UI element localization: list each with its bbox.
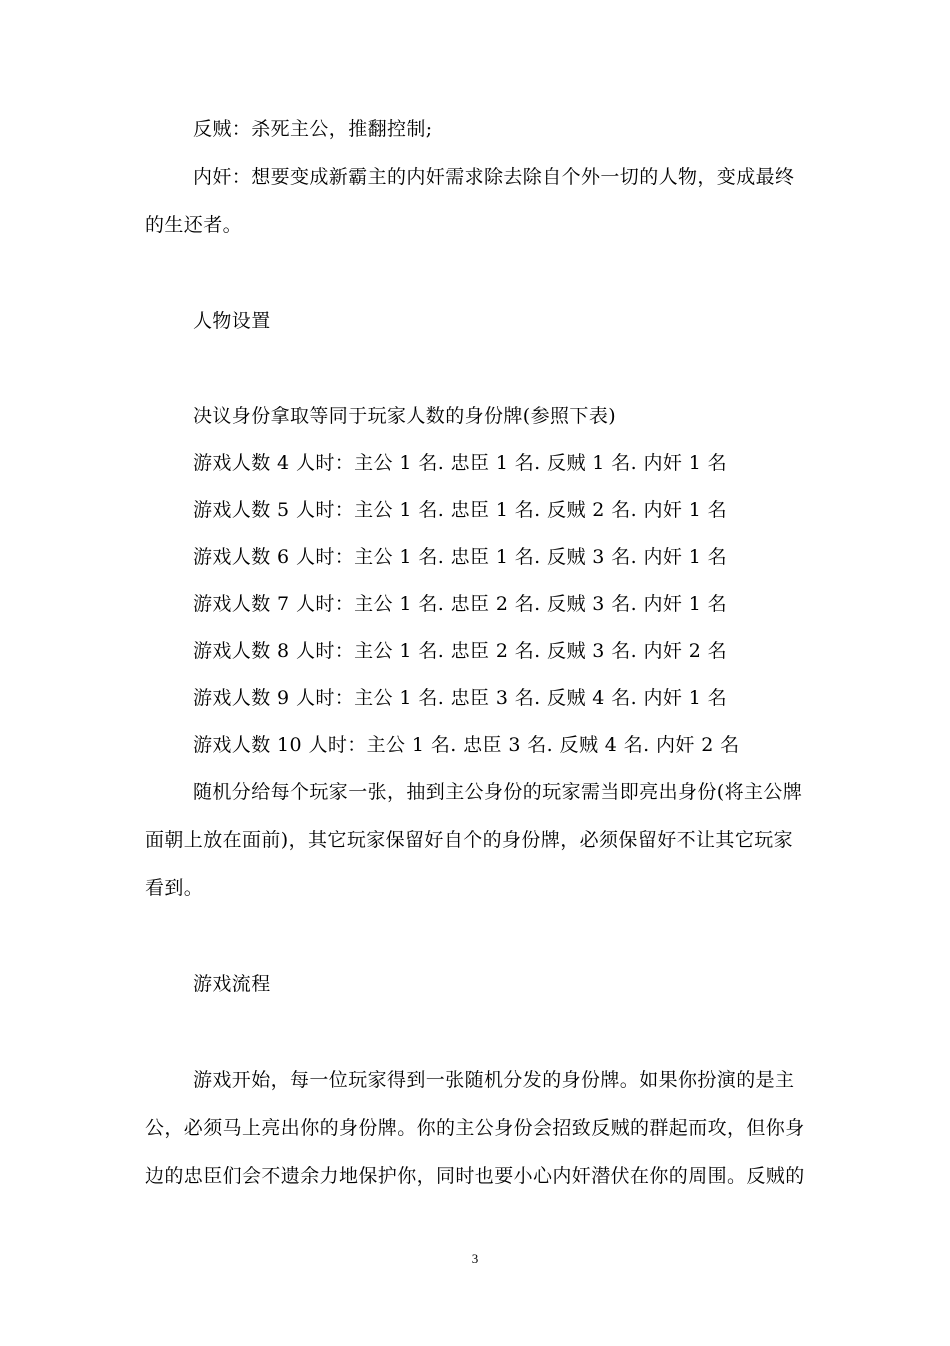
random-deal-text-line3: 看到。 bbox=[145, 877, 204, 899]
player-count-row: 游戏人数 6 人时：主公 1 名. 忠臣 1 名. 反贼 3 名. 内奸 1 名 bbox=[193, 546, 728, 568]
identity-intro-text: 决议身份拿取等同于玩家人数的身份牌(参照下表) bbox=[193, 405, 617, 427]
player-count-row: 游戏人数 4 人时：主公 1 名. 忠臣 1 名. 反贼 1 名. 内奸 1 名 bbox=[193, 452, 728, 474]
traitor-goal-text-line1: 内奸：想要变成新霸主的内奸需求除去除自个外一切的人物，变成最终 bbox=[193, 166, 795, 188]
section-heading-flow: 游戏流程 bbox=[193, 973, 271, 995]
section-heading-characters: 人物设置 bbox=[193, 310, 271, 332]
traitor-goal-text-line2: 的生还者。 bbox=[145, 214, 243, 236]
player-count-row: 游戏人数 10 人时：主公 1 名. 忠臣 3 名. 反贼 4 名. 内奸 2 名 bbox=[193, 734, 740, 756]
player-count-row: 游戏人数 7 人时：主公 1 名. 忠臣 2 名. 反贼 3 名. 内奸 1 名 bbox=[193, 593, 728, 615]
player-count-row: 游戏人数 8 人时：主公 1 名. 忠臣 2 名. 反贼 3 名. 内奸 2 名 bbox=[193, 640, 728, 662]
random-deal-text-line2: 面朝上放在面前)，其它玩家保留好自个的身份牌，必须保留好不让其它玩家 bbox=[145, 829, 794, 851]
player-count-row: 游戏人数 5 人时：主公 1 名. 忠臣 1 名. 反贼 2 名. 内奸 1 名 bbox=[193, 499, 728, 521]
game-flow-text-line2: 公，必须马上亮出你的身份牌。你的主公身份会招致反贼的群起而攻，但你身 bbox=[145, 1117, 805, 1139]
game-flow-text-line3: 边的忠臣们会不遗余力地保护你，同时也要小心内奸潜伏在你的周围。反贼的 bbox=[145, 1165, 805, 1187]
rebel-goal-text: 反贼：杀死主公，推翻控制; bbox=[193, 118, 433, 140]
player-count-row: 游戏人数 9 人时：主公 1 名. 忠臣 3 名. 反贼 4 名. 内奸 1 名 bbox=[193, 687, 728, 709]
page-number: 3 bbox=[471, 1251, 479, 1266]
game-flow-text-line1: 游戏开始，每一位玩家得到一张随机分发的身份牌。如果你扮演的是主 bbox=[193, 1069, 795, 1091]
random-deal-text-line1: 随机分给每个玩家一张，抽到主公身份的玩家需当即亮出身份(将主公牌 bbox=[193, 781, 803, 803]
